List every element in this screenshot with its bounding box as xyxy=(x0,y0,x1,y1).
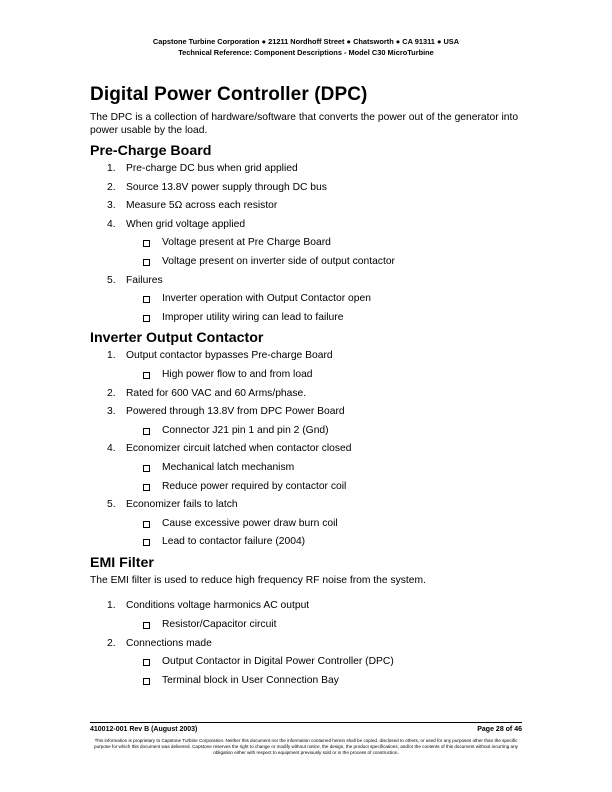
list-item xyxy=(90,600,530,631)
item-text: Economizer fails to latch xyxy=(126,499,238,511)
emi-filter-list xyxy=(90,600,530,686)
item-text: Source 13.8V power supply through DC bus xyxy=(126,181,327,193)
item-number: 3. xyxy=(107,406,116,418)
item-text: Conditions voltage harmonics AC output xyxy=(126,600,310,612)
item-text: Pre-charge DC bus when grid applied xyxy=(126,163,298,174)
page-footer xyxy=(90,722,522,756)
sub-list xyxy=(126,237,530,268)
section-heading-inverter-output-contactor: Inverter Output Contactor xyxy=(90,330,264,347)
item-text: Output contactor bypasses Pre-charge Board xyxy=(126,350,333,362)
sub-item: Reduce power required by contactor coil xyxy=(126,481,530,493)
sub-list xyxy=(126,425,530,437)
item-number: 5. xyxy=(107,499,116,511)
item-text: Failures xyxy=(126,274,163,286)
sub-list xyxy=(126,369,530,381)
sub-list xyxy=(126,656,530,687)
item-number: 1. xyxy=(107,163,116,174)
sub-list xyxy=(126,462,530,493)
item-text: Powered through 13.8V from DPC Power Board xyxy=(126,406,345,418)
document-id: 410012-001 Rev B (August 2003) xyxy=(90,726,198,733)
sub-item: Voltage present at Pre Charge Board xyxy=(126,237,530,249)
list-item xyxy=(90,350,530,381)
list-item xyxy=(90,443,530,492)
sub-item: Cause excessive power draw burn coil xyxy=(126,518,530,530)
item-number: 2. xyxy=(107,637,116,649)
intro-paragraph: The DPC is a collection of hardware/software that converts the power out of the generator into power usable by the load. xyxy=(90,112,519,136)
list-item xyxy=(90,638,530,687)
sub-item: Improper utility wiring can lead to failure xyxy=(126,312,530,324)
sub-item: Lead to contactor failure (2004) xyxy=(126,536,530,548)
footer-divider xyxy=(90,722,522,723)
item-number: 1. xyxy=(107,600,116,612)
sub-item: Inverter operation with Output Contactor open xyxy=(126,293,530,305)
sub-item: Resistor/Capacitor circuit xyxy=(126,619,530,631)
list-item xyxy=(90,163,530,175)
header-reference-line: Technical Reference: Component Descriptions - Model C30 MicroTurbine xyxy=(178,47,434,57)
proprietary-notice: This information is proprietary to Capstone Turbine Corporation. Neither this document nor the information contained herein shall be copied, disclosed to others, or used for any purposes other than the specific purpose for which this document was delivered. Capstone reserves the right to change or modify without notice, the design, the product specifications, and/or the contents of this document without incurring any obligation either with respect to equipment previously sold or in the process of construction. xyxy=(94,738,518,755)
page-number: Page 28 of 46 xyxy=(477,726,522,733)
sub-list xyxy=(126,518,530,549)
item-text: Rated for 600 VAC and 60 Arms/phase. xyxy=(126,387,307,399)
sub-item: Voltage present on inverter side of output contactor xyxy=(126,256,530,268)
sub-list xyxy=(126,619,530,631)
item-number: 1. xyxy=(107,350,116,362)
pre-charge-list xyxy=(90,163,530,324)
list-item xyxy=(90,275,530,324)
section-heading-pre-charge-board: Pre-Charge Board xyxy=(90,143,212,159)
item-number: 5. xyxy=(107,274,116,286)
sub-item: High power flow to and from load xyxy=(126,369,530,381)
item-text: Connections made xyxy=(126,637,212,649)
item-text: When grid voltage applied xyxy=(126,218,246,230)
list-item xyxy=(90,406,530,437)
footer-row xyxy=(90,726,522,733)
item-text: Economizer circuit latched when contactor closed xyxy=(126,443,352,455)
list-item xyxy=(90,182,530,194)
sub-item: Connector J21 pin 1 and pin 2 (Gnd) xyxy=(126,425,530,437)
item-number: 4. xyxy=(107,218,116,230)
item-number: 2. xyxy=(107,181,116,193)
sub-item: Mechanical latch mechanism xyxy=(126,462,530,474)
section-heading-emi-filter: EMI Filter xyxy=(90,554,154,571)
header-company-line: Capstone Turbine Corporation ● 21211 Nordhoff Street ● Chatsworth ● CA 91311 ● USA xyxy=(152,37,460,46)
sub-item: Terminal block in User Connection Bay xyxy=(126,675,530,687)
list-item xyxy=(90,219,530,268)
sub-item: Output Contactor in Digital Power Controller (DPC) xyxy=(126,656,530,668)
item-number: 4. xyxy=(107,443,116,455)
item-number: 2. xyxy=(107,387,116,399)
list-item xyxy=(90,388,530,400)
item-number: 3. xyxy=(107,200,116,212)
list-item xyxy=(90,200,530,212)
document-body xyxy=(90,84,530,693)
item-text: Measure 5Ω across each resistor xyxy=(126,200,278,212)
inverter-contactor-list xyxy=(90,350,530,548)
page-header xyxy=(0,37,612,58)
emi-intro-paragraph: The EMI filter is used to reduce high frequency RF noise from the system. xyxy=(90,574,426,586)
list-item xyxy=(90,499,530,548)
sub-list xyxy=(126,293,530,324)
page-title: Digital Power Controller (DPC) xyxy=(90,84,368,105)
